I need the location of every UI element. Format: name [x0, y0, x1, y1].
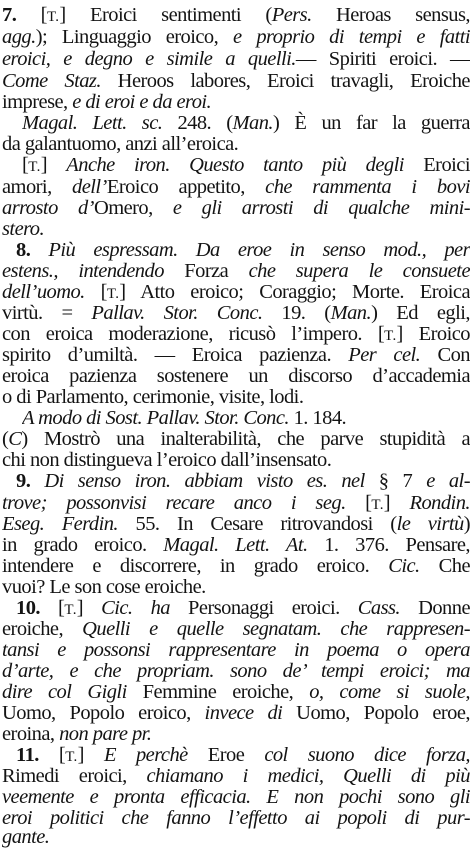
text-run: non pare pr. [59, 723, 152, 745]
text-run: — Spiriti eroici. — [295, 48, 470, 70]
text-run: Come Staz. [2, 70, 101, 92]
text-run: dell’uomo. [2, 281, 85, 303]
text-run: imprese, [2, 91, 73, 113]
text-run: Più espressam. Da eroe in senso mod., per [48, 239, 470, 261]
text-run: Per cel. [348, 344, 421, 366]
text-run: ] Atto eroico; Coraggio; Morte. Eroica [119, 281, 470, 303]
text-run: trove; possonvisi recare anco i seg. [2, 492, 346, 514]
text-run: Cic. [388, 555, 420, 577]
text-run: ] [40, 154, 67, 176]
text-run: veemente e pronta efficacia. E non pochi sono gli [2, 786, 470, 808]
text-run: Omero, [93, 197, 173, 219]
text-run: 1. 376. Pensare, [307, 534, 470, 556]
text-run: 10. [16, 597, 40, 619]
text-run: dell’ [72, 176, 107, 198]
text-run: ) È un far la guerra [273, 112, 470, 134]
text-run: ) Mostrò una inalterabilità, che parve stupidità a [21, 428, 470, 450]
text-run: chi non distingueva l’eroico dall’insensato. [2, 449, 332, 471]
text-run: [ [38, 744, 66, 766]
text-run: Rondin. [409, 492, 470, 514]
text-run: T. [106, 286, 120, 302]
text-run: Rimedi eroici, [2, 765, 147, 787]
text-run: dire col Gigli [2, 681, 127, 703]
text-run: T. [28, 159, 41, 175]
text-run: Eroici [403, 154, 470, 176]
text-run: Magal. Lett. At. [163, 534, 308, 556]
text-run: 11. [16, 744, 39, 766]
text-run: 8. [16, 239, 31, 261]
text-run: arrosto d’ [2, 197, 94, 219]
text-run: Pallav. Stor. Conc. [91, 302, 263, 324]
text-run: Uomo, Popolo eroe, [282, 702, 470, 724]
text-run: d’arte, e che propriam. sono de’ tempi eroici; ma [2, 660, 470, 682]
text-run: col suono dice forza, [264, 744, 470, 766]
text-run: Personaggi eroici. [169, 597, 358, 619]
text-run: ] Eroici sentimenti ( [59, 4, 272, 26]
text-run: Forza [163, 260, 249, 282]
text-run: estens., intendendo [2, 260, 164, 282]
text-run: che supera le consuete [248, 260, 470, 282]
text-run: 19. ( [262, 302, 331, 324]
text-run: ] [77, 744, 104, 766]
text-run: ); Linguaggio eroico, [35, 26, 233, 48]
text-run: gante. [2, 826, 50, 848]
text-run: T. [64, 602, 77, 618]
text-run: chiamano i medici, Quelli di più [146, 765, 470, 787]
text-run: ( [2, 428, 9, 450]
text-run: o, come si suole, [309, 681, 470, 703]
text-run: agg. [2, 26, 36, 48]
text-run: invece di [204, 702, 283, 724]
text-run: [ [84, 281, 107, 303]
text-run: 9. [16, 470, 31, 492]
text-run: Man. [232, 112, 274, 134]
text-run: in grado eroico. [2, 534, 164, 556]
text-run: eroica pazienza sostenere un discorso d’accademia [2, 365, 470, 387]
text-run: tansi e possonsi rappresentare in poema o opera [2, 639, 470, 661]
text-run: E perchè [103, 744, 188, 766]
text-run: o di Parlamento, cerimonie, visite, lodi. [2, 386, 304, 408]
text-run: Eroe [187, 744, 265, 766]
text-run: ] [76, 597, 102, 619]
text-run: Con [420, 344, 470, 366]
text-run: C [8, 428, 22, 450]
text-run: [ [39, 597, 65, 619]
text-run: ) Ed egli, [371, 302, 470, 324]
text-run: T. [46, 9, 60, 25]
text-run: da galantuomo, anzi all’eroica. [2, 133, 239, 155]
text-run: 248. ( [162, 112, 233, 134]
text-run: [ [16, 4, 47, 26]
text-run: 55. In Cesare ritrovandosi ( [118, 513, 397, 535]
text-run: Man. [330, 302, 372, 324]
text-run: [ [345, 492, 372, 514]
text-run: Eroico appetito, [106, 176, 266, 198]
text-run: Heroas sensus, [311, 4, 470, 26]
text-run [30, 470, 44, 492]
text-run: con eroica moderazione, ricusò l’impero. [ [2, 323, 385, 345]
text-run: Pers. [271, 4, 312, 26]
text-run: Quelli e quelle segnatam. che rappresen- [82, 618, 470, 640]
text-run: [ [22, 154, 29, 176]
text-run: eroiche, [2, 618, 83, 640]
text-run: ] [383, 492, 410, 514]
text-run: Eseg. Ferdin. [2, 513, 119, 535]
text-run: Cass. [357, 597, 401, 619]
text-run: T. [371, 497, 384, 513]
text-line [2, 824, 470, 848]
text-run: Heroos labores, Eroici travagli, Eroiche [100, 70, 470, 92]
text-run: intendere e discorrere, in grado eroico. [2, 555, 389, 577]
text-run: Magal. Lett. sc. [22, 112, 163, 134]
text-run: e proprio di tempi e fatti [233, 26, 470, 48]
text-run: stero. [2, 218, 45, 240]
text-run: Donne [400, 597, 470, 619]
text-run: eroina, [2, 723, 60, 745]
text-run: T. [384, 328, 397, 344]
text-run: Cic. ha [101, 597, 170, 619]
text-run: Anche iron. Questo tanto più degli [66, 154, 404, 176]
text-run: A modo di Sost. Pallav. Stor. Conc. [22, 407, 289, 429]
text-run: amori, [2, 176, 73, 198]
text-run: virtù. = [2, 302, 92, 324]
text-run: T. [65, 749, 78, 765]
text-run: che rammenta i bovi [265, 176, 470, 198]
text-run: eroici, e degno e simile a quelli. [2, 48, 296, 70]
text-run: ] Eroico [396, 323, 470, 345]
text-run: 1. 184. [289, 407, 347, 429]
text-run: eroi politici che fanno l’effetto ai popoli di pur- [2, 807, 470, 829]
text-run: § 7 [364, 470, 427, 492]
text-run: spirito d’umiltà. — Eroica pazienza. [2, 344, 349, 366]
text-run: Che [419, 555, 470, 577]
text-run: e di eroi e da eroi. [72, 91, 212, 113]
text-run: 7. [2, 4, 17, 26]
text-run: ) [463, 513, 470, 535]
text-run: Uomo, Popolo eroico, [2, 702, 205, 724]
text-run: e al- [426, 470, 470, 492]
text-run: Femmine eroiche, [126, 681, 310, 703]
text-run: vuoi? Le son cose eroiche. [2, 576, 206, 598]
text-run: Di senso iron. abbiam visto es. nel [44, 470, 365, 492]
text-run: e gli arrosti di qualche mini- [172, 197, 470, 219]
text-run: le virtù [396, 513, 464, 535]
